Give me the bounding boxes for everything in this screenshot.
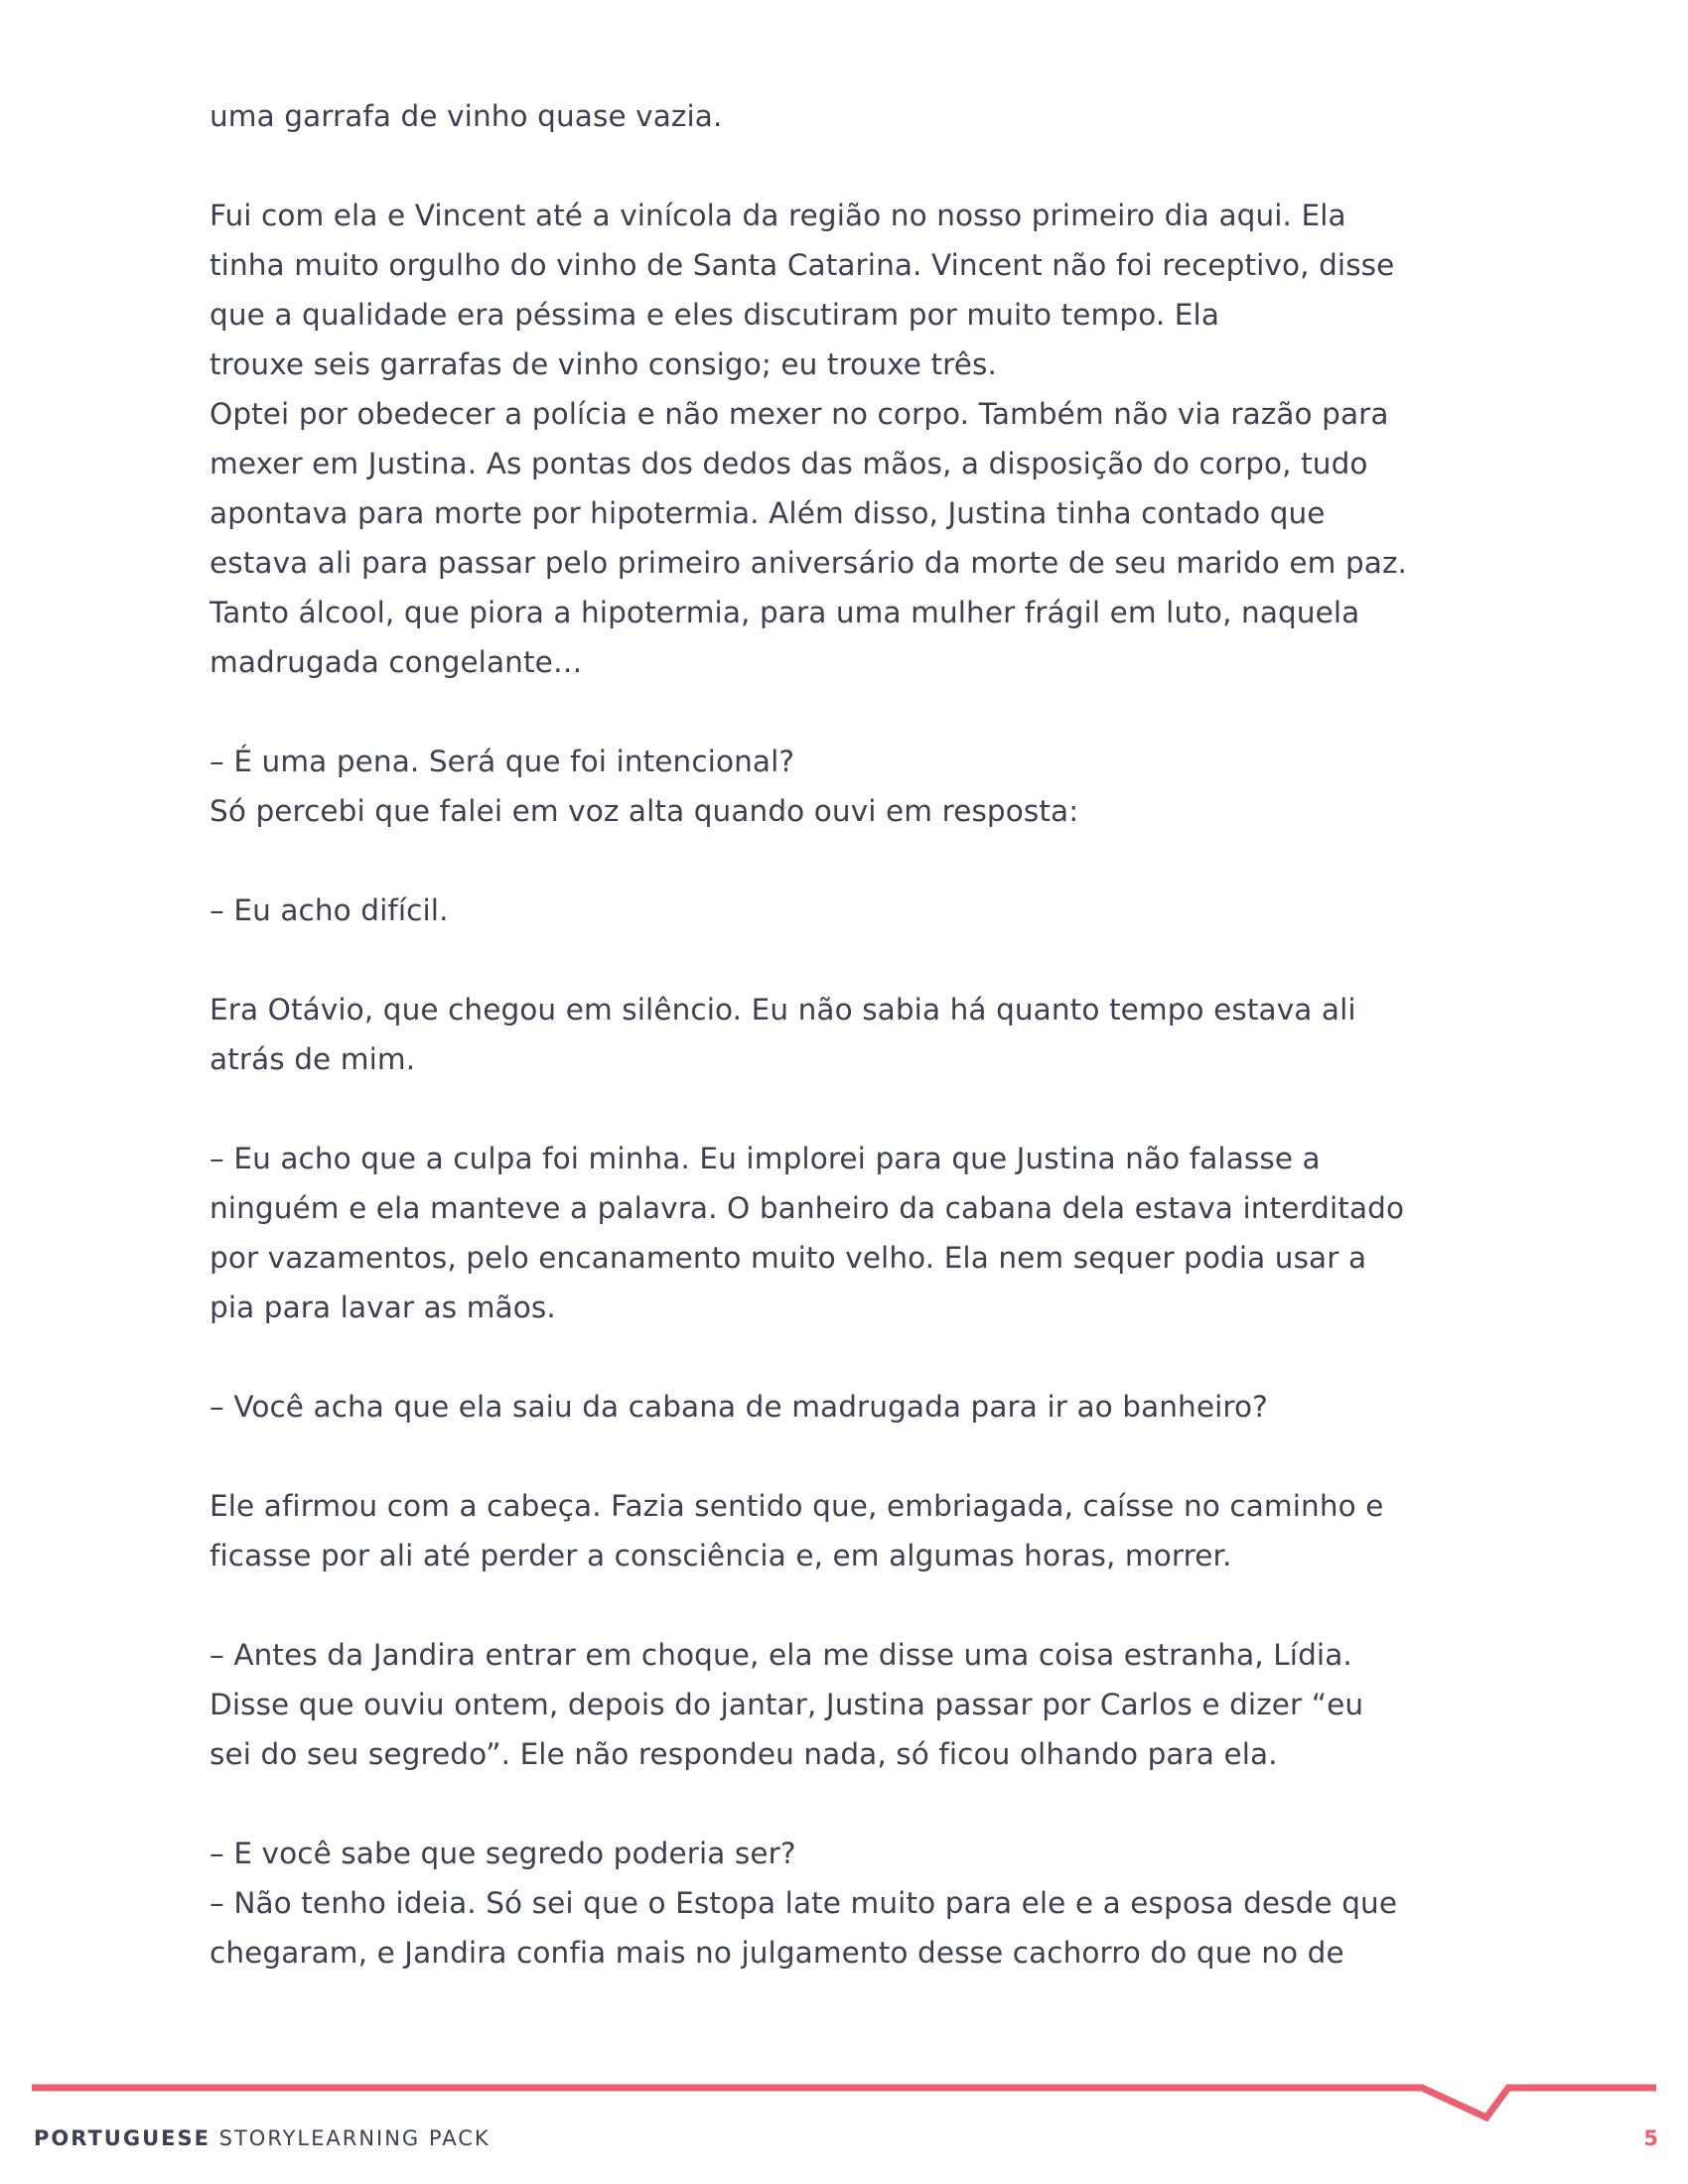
paragraph	[210, 1481, 1510, 1580]
text-line: – Eu acho difícil.	[210, 893, 449, 927]
text-line: Optei por obedecer a polícia e não mexer no corpo. Também não via razão para	[210, 397, 1389, 431]
text-line: uma garrafa de vinho quase vazia.	[210, 99, 723, 133]
text-line: sei do seu segredo”. Ele não respondeu nada, só ficou olhando para ela.	[210, 1737, 1278, 1771]
text-line: que a qualidade era péssima e eles discutiram por muito tempo. Ela	[210, 298, 1220, 332]
paragraph-spacer	[210, 687, 1510, 737]
paragraph	[210, 1630, 1510, 1779]
text-line: chegaram, e Jandira confia mais no julgamento desse cachorro do que no de	[210, 1936, 1344, 1970]
text-line: Fui com ela e Vincent até a vinícola da região no nosso primeiro dia aqui. Ela	[210, 199, 1346, 232]
text-line: estava ali para passar pelo primeiro aniversário da morte de seu marido em paz.	[210, 546, 1408, 580]
footer-chevron-line	[32, 2088, 1656, 2117]
paragraph	[210, 1829, 1510, 1978]
paragraph	[210, 985, 1510, 1084]
paragraph-spacer	[210, 1580, 1510, 1630]
paragraph	[210, 737, 1510, 836]
paragraph-spacer	[210, 1084, 1510, 1134]
text-line: Disse que ouviu ontem, depois do jantar, Justina passar por Carlos e dizer “eu	[210, 1688, 1364, 1721]
text-line: ninguém e ela manteve a palavra. O banheiro da cabana dela estava interditado	[210, 1191, 1405, 1225]
text-line: Só percebi que falei em voz alta quando ouvi em resposta:	[210, 794, 1079, 828]
text-line: mexer em Justina. As pontas dos dedos das mãos, a disposição do corpo, tudo	[210, 447, 1368, 480]
text-line: ficasse por ali até perder a consciência e, em algumas horas, morrer.	[210, 1539, 1232, 1572]
footer-title	[34, 2126, 491, 2150]
text-line: apontava para morte por hipotermia. Além disso, Justina tinha contado que	[210, 496, 1326, 530]
paragraph	[210, 1382, 1510, 1432]
text-line: Ele afirmou com a cabeça. Fazia sentido que, embriagada, caísse no caminho e	[210, 1489, 1384, 1523]
paragraph-spacer	[210, 1779, 1510, 1829]
text-line: Tanto álcool, que piora a hipotermia, para uma mulher frágil em luto, naquela	[210, 596, 1360, 629]
text-line: – Eu acho que a culpa foi minha. Eu implorei para que Justina não falasse a	[210, 1142, 1321, 1175]
text-line: Era Otávio, que chegou em silêncio. Eu não sabia há quanto tempo estava ali	[210, 993, 1356, 1026]
text-line: – E você sabe que segredo poderia ser?	[210, 1837, 796, 1870]
text-line: – Não tenho ideia. Só sei que o Estopa late muito para ele e a esposa desde que	[210, 1886, 1398, 1920]
footer-title-bold: PORTUGUESE	[34, 2126, 211, 2150]
text-line: tinha muito orgulho do vinho de Santa Catarina. Vincent não foi receptivo, disse	[210, 248, 1395, 282]
paragraph-spacer	[210, 935, 1510, 985]
paragraph-spacer	[210, 836, 1510, 886]
footer-title-rest: STORYLEARNING PACK	[210, 2126, 491, 2150]
text-line: madrugada congelante…	[210, 645, 583, 679]
text-line: por vazamentos, pelo encanamento muito velho. Ela nem sequer podia usar a	[210, 1241, 1367, 1275]
paragraph-spacer	[210, 1432, 1510, 1481]
paragraph	[210, 1134, 1510, 1332]
text-line: – Antes da Jandira entrar em choque, ela me disse uma coisa estranha, Lídia.	[210, 1638, 1352, 1672]
text-line: atrás de mim.	[210, 1042, 416, 1076]
text-line: pia para lavar as mãos.	[210, 1291, 556, 1324]
paragraph	[210, 91, 1510, 141]
text-line: trouxe seis garrafas de vinho consigo; eu trouxe três.	[210, 347, 997, 381]
text-line: – É uma pena. Será que foi intencional?	[210, 745, 795, 778]
paragraph	[210, 886, 1510, 935]
text-line: – Você acha que ela saiu da cabana de madrugada para ir ao banheiro?	[210, 1390, 1268, 1424]
paragraph	[210, 191, 1510, 687]
page-number: 5	[1643, 2126, 1658, 2150]
paragraph-spacer	[210, 1332, 1510, 1382]
paragraph-spacer	[210, 141, 1510, 191]
page-body	[210, 91, 1510, 1978]
